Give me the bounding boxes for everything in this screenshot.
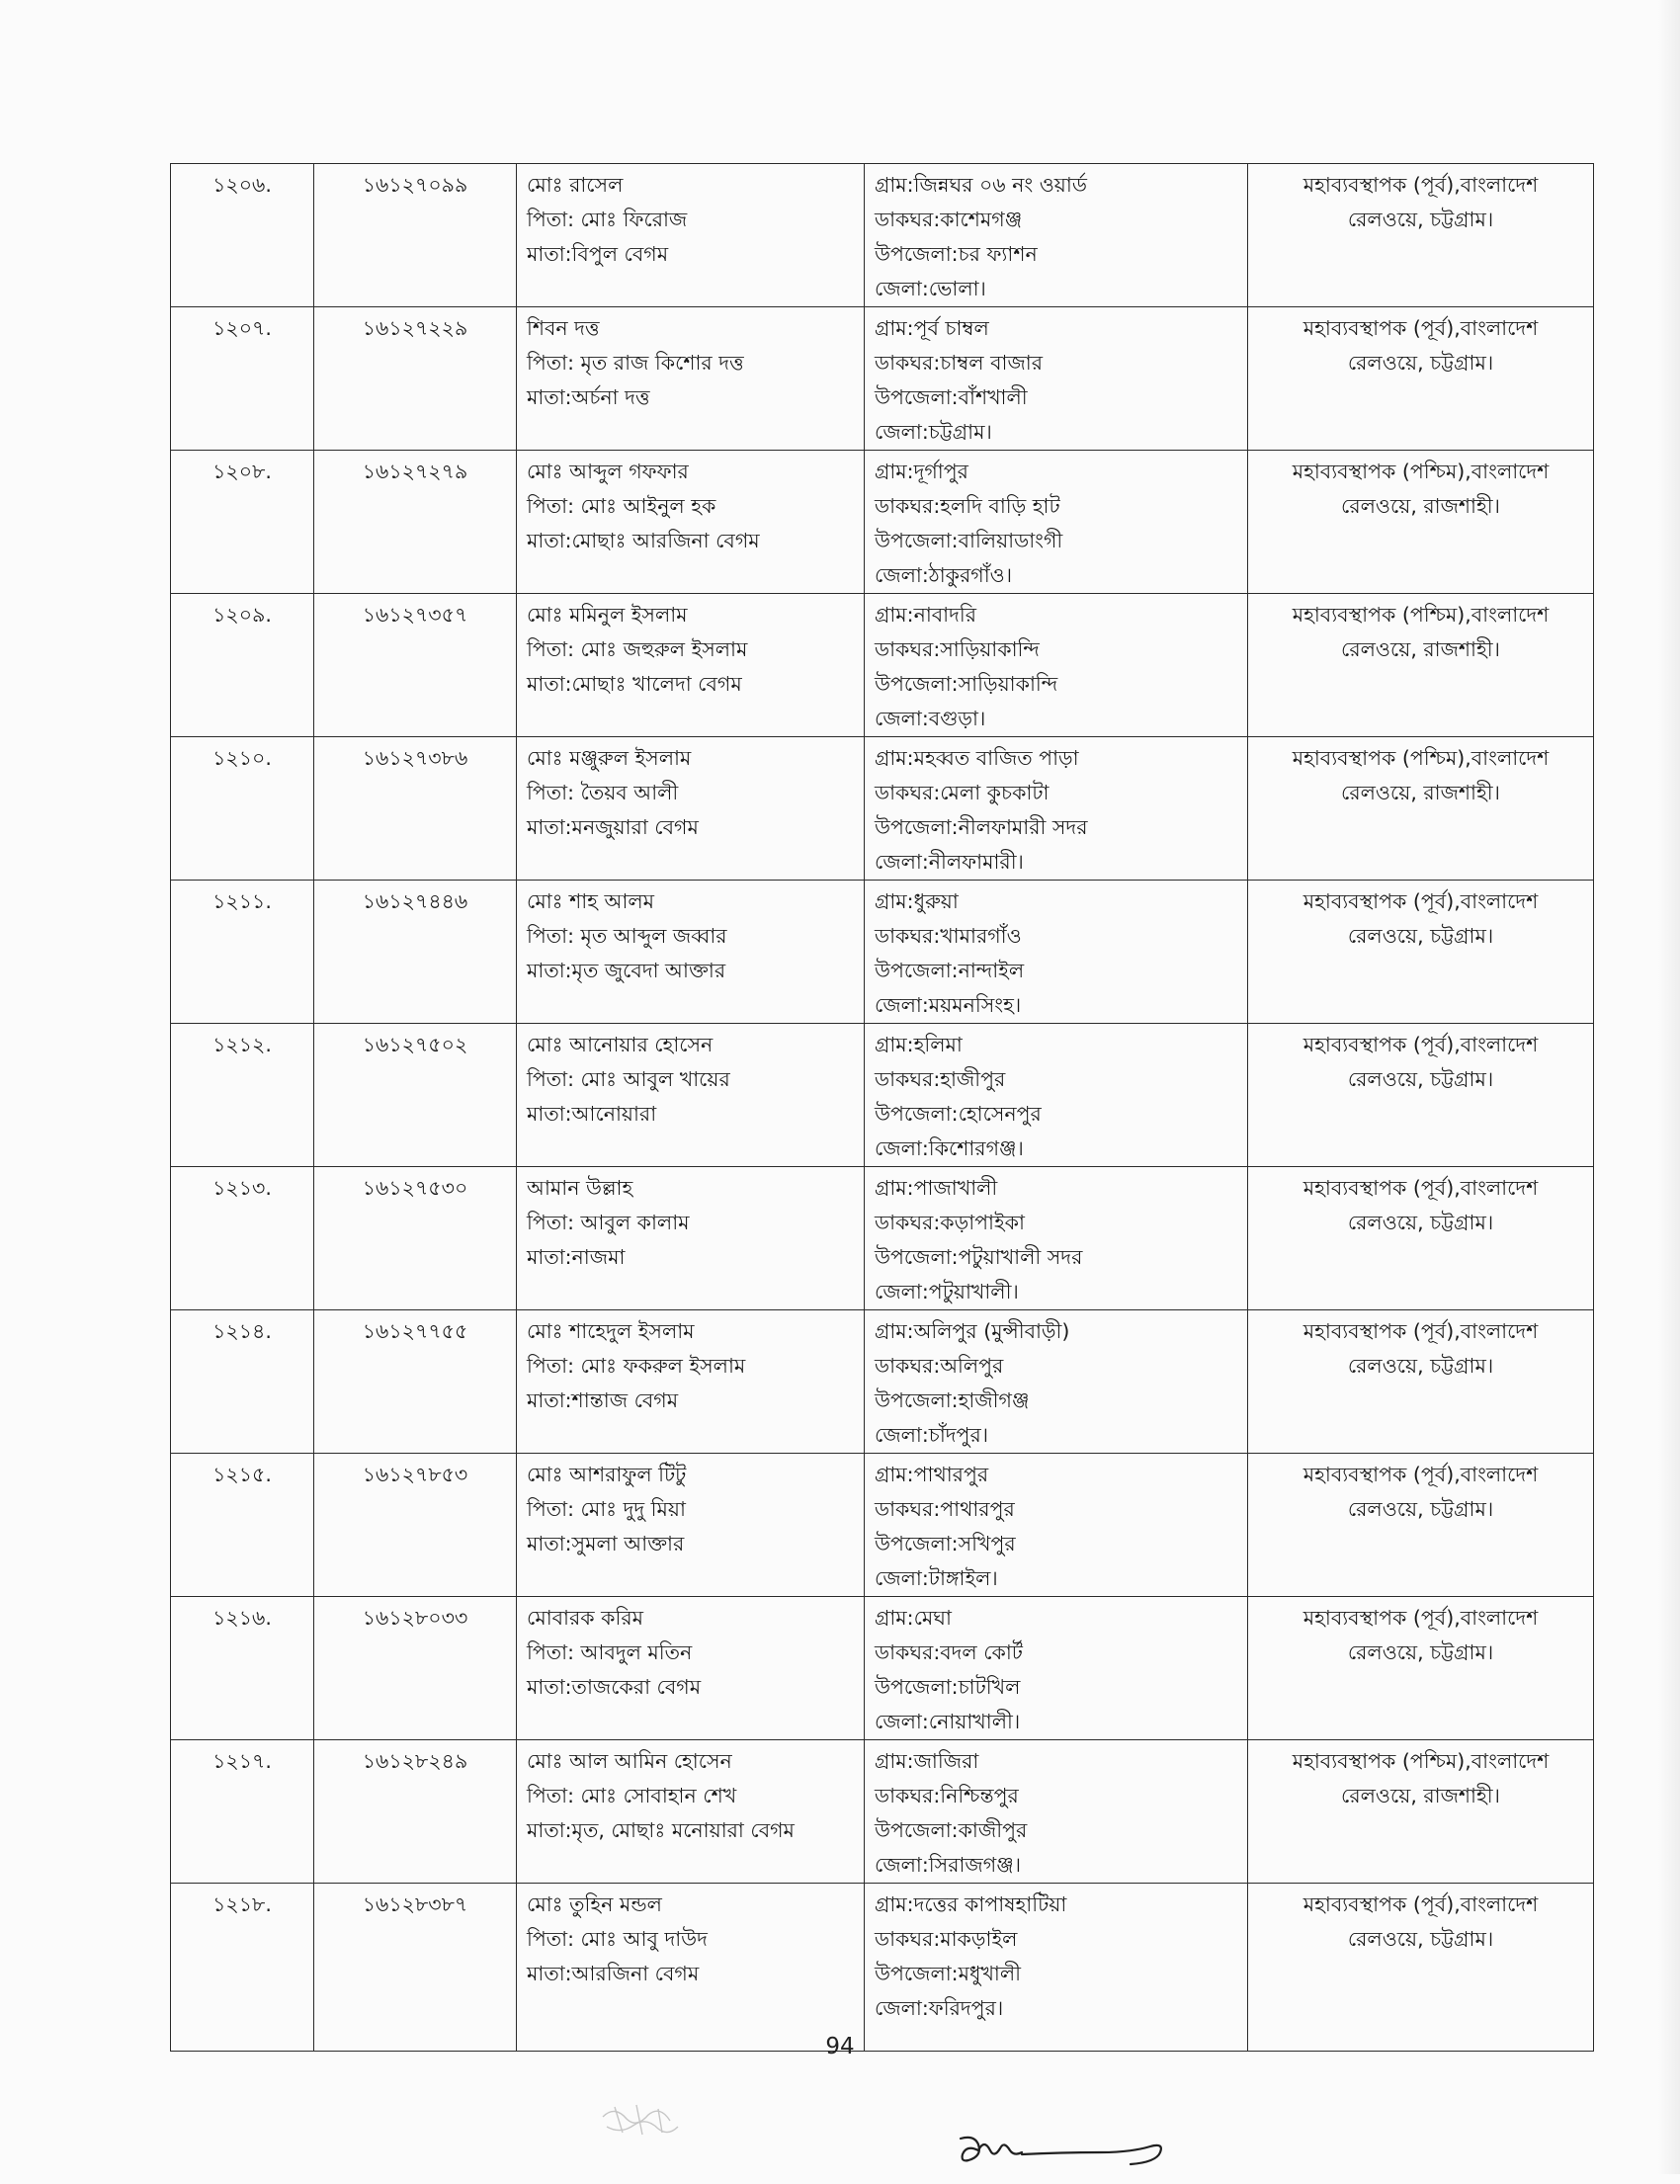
mother-name: মাতা:তাজকেরা বেগম <box>527 1675 702 1699</box>
post-office: ডাকঘর:মাকড়াইল <box>875 1927 1018 1951</box>
candidate-name: মোঃ রাসেল <box>527 173 624 197</box>
village: গ্রাম:পূর্ব চাম্বল <box>875 316 989 340</box>
district: জেলা:নীলফামারী। <box>875 850 1024 874</box>
roll-number: ১৬১২৭২৭৯ <box>362 460 468 483</box>
village: গ্রাম:হলিমা <box>875 1033 963 1056</box>
upazila: উপজেলা:বালিয়াডাংগী <box>875 529 1063 552</box>
office-line-2: রেলওয়ে, রাজশাহী। <box>1341 494 1500 518</box>
upazila: উপজেলা:হাজীগঞ্জ <box>875 1388 1030 1412</box>
post-office: ডাকঘর:অলিপুর <box>875 1354 1004 1378</box>
district: জেলা:চট্টগ্রাম। <box>875 420 992 444</box>
mother-name: মাতা:মোছাঃ আরজিনা বেগম <box>527 529 760 552</box>
candidate-name: মোঃ মঞ্জুরুল ইসলাম <box>527 746 692 770</box>
table-row <box>171 1597 1594 1740</box>
serial-cell <box>171 1740 314 1884</box>
page-number: 94 <box>825 2034 855 2059</box>
post-office: ডাকঘর:চাম্বল বাজার <box>875 351 1044 375</box>
office-line-1: মহাব্যবস্থাপক (পূর্ব),বাংলাদেশ <box>1302 173 1539 197</box>
roll-cell <box>314 451 517 594</box>
table-row <box>171 594 1594 737</box>
roll-cell <box>314 1740 517 1884</box>
post-office: ডাকঘর:সাড়িয়াকান্দি <box>875 637 1040 661</box>
name-cell <box>517 1024 865 1167</box>
mother-name: মাতা:শান্তাজ বেগম <box>527 1388 679 1412</box>
district: জেলা:টাঙ্গাইল। <box>875 1566 998 1590</box>
office-line-2: রেলওয়ে, রাজশাহী। <box>1341 781 1500 804</box>
father-name: পিতা: আবদুল মতিন <box>527 1640 693 1664</box>
office-line-2: রেলওয়ে, চট্টগ্রাম। <box>1347 208 1494 231</box>
address-cell <box>865 594 1248 737</box>
office-line-2: রেলওয়ে, চট্টগ্রাম। <box>1347 1640 1494 1664</box>
candidate-name: আমান উল্লাহ <box>527 1176 633 1200</box>
village: গ্রাম:ধুরুয়া <box>875 889 959 913</box>
father-name: পিতা: মোঃ দুদু মিয়া <box>527 1497 686 1521</box>
office-cell <box>1248 164 1594 307</box>
father-name: পিতা: তৈয়ব আলী <box>527 781 679 804</box>
candidate-name: মোঃ মমিনুল ইসলাম <box>527 603 688 627</box>
address-cell <box>865 307 1248 451</box>
upazila: উপজেলা:নীলফামারী সদর <box>875 815 1088 839</box>
signature-mark <box>949 2125 1176 2184</box>
post-office: ডাকঘর:কড়াপাইকা <box>875 1211 1025 1234</box>
address-cell <box>865 1740 1248 1884</box>
address-cell <box>865 1024 1248 1167</box>
name-cell <box>517 307 865 451</box>
candidate-name: মোবারক করিম <box>527 1606 644 1630</box>
post-office: ডাকঘর:কাশেমগঞ্জ <box>875 208 1023 231</box>
name-cell <box>517 451 865 594</box>
office-line-1: মহাব্যবস্থাপক (পূর্ব),বাংলাদেশ <box>1302 316 1539 340</box>
roll-cell <box>314 1884 517 2052</box>
serial-number: ১২১২. <box>212 1033 272 1056</box>
post-office: ডাকঘর:পাথারপুর <box>875 1497 1015 1521</box>
table-row <box>171 307 1594 451</box>
candidate-name: মোঃ তুহিন মন্ডল <box>527 1892 662 1916</box>
mother-name: মাতা:আরজিনা বেগম <box>527 1962 700 1985</box>
serial-cell <box>171 1024 314 1167</box>
office-line-1: মহাব্যবস্থাপক (পূর্ব),বাংলাদেশ <box>1302 1892 1539 1916</box>
district: জেলা:পটুয়াখালী। <box>875 1280 1019 1303</box>
upazila: উপজেলা:হোসেনপুর <box>875 1102 1042 1126</box>
father-name: পিতা: মোঃ জহুরুল ইসলাম <box>527 637 748 661</box>
serial-cell <box>171 594 314 737</box>
roll-cell <box>314 1597 517 1740</box>
table-row <box>171 451 1594 594</box>
name-cell <box>517 881 865 1024</box>
district: জেলা:নোয়াখালী। <box>875 1710 1021 1733</box>
name-cell <box>517 594 865 737</box>
serial-cell <box>171 881 314 1024</box>
district: জেলা:ঠাকুরগাঁও। <box>875 563 1013 587</box>
faint-stamp-mark <box>593 2087 721 2156</box>
father-name: পিতা: আবুল কালাম <box>527 1211 690 1234</box>
village: গ্রাম:জিন্নঘর ০৬ নং ওয়ার্ড <box>875 173 1087 197</box>
post-office: ডাকঘর:মেলা কুচকাটা <box>875 781 1050 804</box>
father-name: পিতা: মোঃ আইনুল হক <box>527 494 716 518</box>
address-cell <box>865 1454 1248 1597</box>
name-cell <box>517 737 865 881</box>
serial-number: ১২০৮. <box>212 460 272 483</box>
roll-cell <box>314 881 517 1024</box>
roll-number: ১৬১২৭৫৩০ <box>362 1176 468 1200</box>
serial-cell <box>171 1884 314 2052</box>
mother-name: মাতা:মৃত জুবেদা আক্তার <box>527 959 726 982</box>
serial-cell <box>171 1597 314 1740</box>
office-line-1: মহাব্যবস্থাপক (পূর্ব),বাংলাদেশ <box>1302 889 1539 913</box>
district: জেলা:ভোলা। <box>875 277 986 300</box>
serial-cell <box>171 1167 314 1310</box>
father-name: পিতা: মৃত আব্দুল জব্বার <box>527 924 727 948</box>
mother-name: মাতা:মৃত, মোছাঃ মনোয়ারা বেগম <box>527 1818 795 1842</box>
district: জেলা:চাঁদপুর। <box>875 1423 989 1447</box>
serial-cell <box>171 737 314 881</box>
father-name: পিতা: মোঃ ফকরুল ইসলাম <box>527 1354 746 1378</box>
address-cell <box>865 1167 1248 1310</box>
name-cell <box>517 1454 865 1597</box>
address-cell <box>865 881 1248 1024</box>
mother-name: মাতা:মনজুয়ারা বেগম <box>527 815 699 839</box>
roll-cell <box>314 1167 517 1310</box>
office-cell <box>1248 1167 1594 1310</box>
office-cell <box>1248 1740 1594 1884</box>
table-row <box>171 881 1594 1024</box>
address-cell <box>865 1884 1248 2052</box>
post-office: ডাকঘর:নিশ্চিন্তপুর <box>875 1784 1019 1807</box>
district: জেলা:ফরিদপুর। <box>875 1996 1004 2020</box>
father-name: পিতা: মোঃ সোবাহান শেখ <box>527 1784 737 1807</box>
office-line-1: মহাব্যবস্থাপক (পূর্ব),বাংলাদেশ <box>1302 1463 1539 1486</box>
name-cell <box>517 164 865 307</box>
candidate-name: শিবন দত্ত <box>527 316 600 340</box>
office-cell <box>1248 1024 1594 1167</box>
serial-number: ১২১৪. <box>212 1319 272 1343</box>
roll-cell <box>314 594 517 737</box>
serial-cell <box>171 307 314 451</box>
roll-cell <box>314 1310 517 1454</box>
name-cell <box>517 1310 865 1454</box>
office-line-1: মহাব্যবস্থাপক (পশ্চিম),বাংলাদেশ <box>1292 1749 1550 1773</box>
district: জেলা:কিশোরগঞ্জ। <box>875 1136 1024 1160</box>
office-cell <box>1248 881 1594 1024</box>
upazila: উপজেলা:চর ফ্যাশন <box>875 242 1038 266</box>
upazila: উপজেলা:বাঁশখালী <box>875 385 1028 409</box>
roll-number: ১৬১২৭৩৮৬ <box>362 746 468 770</box>
roll-number: ১৬১২৭০৯৯ <box>362 173 468 197</box>
upazila: উপজেলা:সাড়িয়াকান্দি <box>875 672 1058 696</box>
name-cell <box>517 1597 865 1740</box>
candidate-name: মোঃ আশরাফুল টিটু <box>527 1463 687 1486</box>
upazila: উপজেলা:পটুয়াখালী সদর <box>875 1245 1083 1269</box>
district: জেলা:বগুড়া। <box>875 707 986 730</box>
office-cell <box>1248 1454 1594 1597</box>
table-row <box>171 164 1594 307</box>
serial-cell <box>171 164 314 307</box>
serial-cell <box>171 451 314 594</box>
mother-name: মাতা:অর্চনা দত্ত <box>527 385 650 409</box>
table-row <box>171 1454 1594 1597</box>
table-row <box>171 737 1594 881</box>
office-line-1: মহাব্যবস্থাপক (পশ্চিম),বাংলাদেশ <box>1292 603 1550 627</box>
village: গ্রাম:জাজিরা <box>875 1749 979 1773</box>
upazila: উপজেলা:নান্দাইল <box>875 959 1025 982</box>
office-cell <box>1248 451 1594 594</box>
mother-name: মাতা:নাজমা <box>527 1245 626 1269</box>
office-line-2: রেলওয়ে, চট্টগ্রাম। <box>1347 924 1494 948</box>
post-office: ডাকঘর:খামারগাঁও <box>875 924 1022 948</box>
candidate-table-body <box>171 164 1594 2052</box>
table-row <box>171 1024 1594 1167</box>
serial-number: ১২১৮. <box>212 1892 272 1916</box>
roll-number: ১৬১২৮৩৮৭ <box>362 1892 468 1916</box>
upazila: উপজেলা:চাটখিল <box>875 1675 1021 1699</box>
office-line-2: রেলওয়ে, রাজশাহী। <box>1341 637 1500 661</box>
father-name: পিতা: মোঃ আবু দাউদ <box>527 1927 708 1951</box>
village: গ্রাম:পাজাখালী <box>875 1176 998 1200</box>
mother-name: মাতা:আনোয়ারা <box>527 1102 657 1126</box>
roll-number: ১৬১২৭৮৫৩ <box>362 1463 468 1486</box>
candidate-name: মোঃ শাহ আলম <box>527 889 655 913</box>
mother-name: মাতা:বিপুল বেগম <box>527 242 669 266</box>
office-cell <box>1248 307 1594 451</box>
candidate-name: মোঃ আব্দুল গফফার <box>527 460 689 483</box>
roll-cell <box>314 307 517 451</box>
address-cell <box>865 164 1248 307</box>
office-line-2: রেলওয়ে, চট্টগ্রাম। <box>1347 1354 1494 1378</box>
candidate-name: মোঃ আল আমিন হোসেন <box>527 1749 732 1773</box>
post-office: ডাকঘর:হলদি বাড়ি হাট <box>875 494 1060 518</box>
office-line-2: রেলওয়ে, চট্টগ্রাম। <box>1347 1927 1494 1951</box>
office-line-2: রেলওয়ে, চট্টগ্রাম। <box>1347 1211 1494 1234</box>
post-office: ডাকঘর:বদল কোর্ট <box>875 1640 1023 1664</box>
name-cell <box>517 1740 865 1884</box>
name-cell <box>517 1884 865 2052</box>
office-line-1: মহাব্যবস্থাপক (পূর্ব),বাংলাদেশ <box>1302 1319 1539 1343</box>
candidate-table <box>170 163 1594 2052</box>
office-cell <box>1248 737 1594 881</box>
roll-number: ১৬১২৮২৪৯ <box>362 1749 468 1773</box>
father-name: পিতা: মোঃ আবুল খায়ের <box>527 1067 730 1091</box>
upazila: উপজেলা:কাজীপুর <box>875 1818 1028 1842</box>
serial-number: ১২০৭. <box>212 316 272 340</box>
roll-cell <box>314 1024 517 1167</box>
address-cell <box>865 451 1248 594</box>
address-cell <box>865 1597 1248 1740</box>
roll-cell <box>314 1454 517 1597</box>
office-line-2: রেলওয়ে, চট্টগ্রাম। <box>1347 1497 1494 1521</box>
roll-number: ১৬১২৭৭৫৫ <box>362 1319 468 1343</box>
district: জেলা:ময়মনসিংহ। <box>875 993 1022 1017</box>
upazila: উপজেলা:সখিপুর <box>875 1532 1016 1555</box>
office-line-2: রেলওয়ে, চট্টগ্রাম। <box>1347 351 1494 375</box>
serial-number: ১২০৯. <box>212 603 272 627</box>
post-office: ডাকঘর:হাজীপুর <box>875 1067 1006 1091</box>
office-line-1: মহাব্যবস্থাপক (পূর্ব),বাংলাদেশ <box>1302 1606 1539 1630</box>
roll-number: ১৬১২৭৪৪৬ <box>362 889 468 913</box>
serial-number: ১২১৬. <box>212 1606 272 1630</box>
roll-number: ১৬১২৭৩৫৭ <box>362 603 468 627</box>
table-row <box>171 1310 1594 1454</box>
serial-number: ১২১০. <box>212 746 272 770</box>
office-cell <box>1248 1884 1594 2052</box>
serial-cell <box>171 1454 314 1597</box>
serial-cell <box>171 1310 314 1454</box>
office-line-2: রেলওয়ে, রাজশাহী। <box>1341 1784 1500 1807</box>
office-line-1: মহাব্যবস্থাপক (পূর্ব),বাংলাদেশ <box>1302 1176 1539 1200</box>
candidate-name: মোঃ আনোয়ার হোসেন <box>527 1033 714 1056</box>
serial-number: ১২১১. <box>212 889 272 913</box>
address-cell <box>865 737 1248 881</box>
office-line-1: মহাব্যবস্থাপক (পশ্চিম),বাংলাদেশ <box>1292 746 1550 770</box>
office-line-1: মহাব্যবস্থাপক (পশ্চিম),বাংলাদেশ <box>1292 460 1550 483</box>
village: গ্রাম:মহব্বত বাজিত পাড়া <box>875 746 1079 770</box>
table-row <box>171 1884 1594 2052</box>
village: গ্রাম:দূর্গাপুর <box>875 460 968 483</box>
page-edge-shadow <box>1658 0 1680 2174</box>
roll-number: ১৬১২৮০৩৩ <box>362 1606 468 1630</box>
mother-name: মাতা:সুমলা আক্তার <box>527 1532 685 1555</box>
village: গ্রাম:অলিপুর (মুন্সীবাড়ী) <box>875 1319 1070 1343</box>
father-name: পিতা: মোঃ ফিরোজ <box>527 208 688 231</box>
mother-name: মাতা:মোছাঃ খালেদা বেগম <box>527 672 742 696</box>
serial-number: ১২০৬. <box>212 173 272 197</box>
office-cell <box>1248 1597 1594 1740</box>
address-cell <box>865 1310 1248 1454</box>
roll-cell <box>314 164 517 307</box>
office-cell <box>1248 1310 1594 1454</box>
table-row <box>171 1740 1594 1884</box>
upazila: উপজেলা:মধুখালী <box>875 1962 1022 1985</box>
roll-number: ১৬১২৭৫০২ <box>362 1033 468 1056</box>
office-line-2: রেলওয়ে, চট্টগ্রাম। <box>1347 1067 1494 1091</box>
roll-number: ১৬১২৭২২৯ <box>362 316 468 340</box>
name-cell <box>517 1167 865 1310</box>
candidate-name: মোঃ শাহেদুল ইসলাম <box>527 1319 695 1343</box>
serial-number: ১২১৭. <box>212 1749 272 1773</box>
village: গ্রাম:দত্তের কাপাষহাটিয়া <box>875 1892 1067 1916</box>
roll-cell <box>314 737 517 881</box>
office-cell <box>1248 594 1594 737</box>
village: গ্রাম:মেঘা <box>875 1606 952 1630</box>
serial-number: ১২১৫. <box>212 1463 272 1486</box>
village: গ্রাম:পাথারপুর <box>875 1463 989 1486</box>
district: জেলা:সিরাজগঞ্জ। <box>875 1853 1022 1877</box>
office-line-1: মহাব্যবস্থাপক (পূর্ব),বাংলাদেশ <box>1302 1033 1539 1056</box>
table-row <box>171 1167 1594 1310</box>
father-name: পিতা: মৃত রাজ কিশোর দত্ত <box>527 351 744 375</box>
serial-number: ১২১৩. <box>212 1176 272 1200</box>
village: গ্রাম:নাবাদরি <box>875 603 977 627</box>
